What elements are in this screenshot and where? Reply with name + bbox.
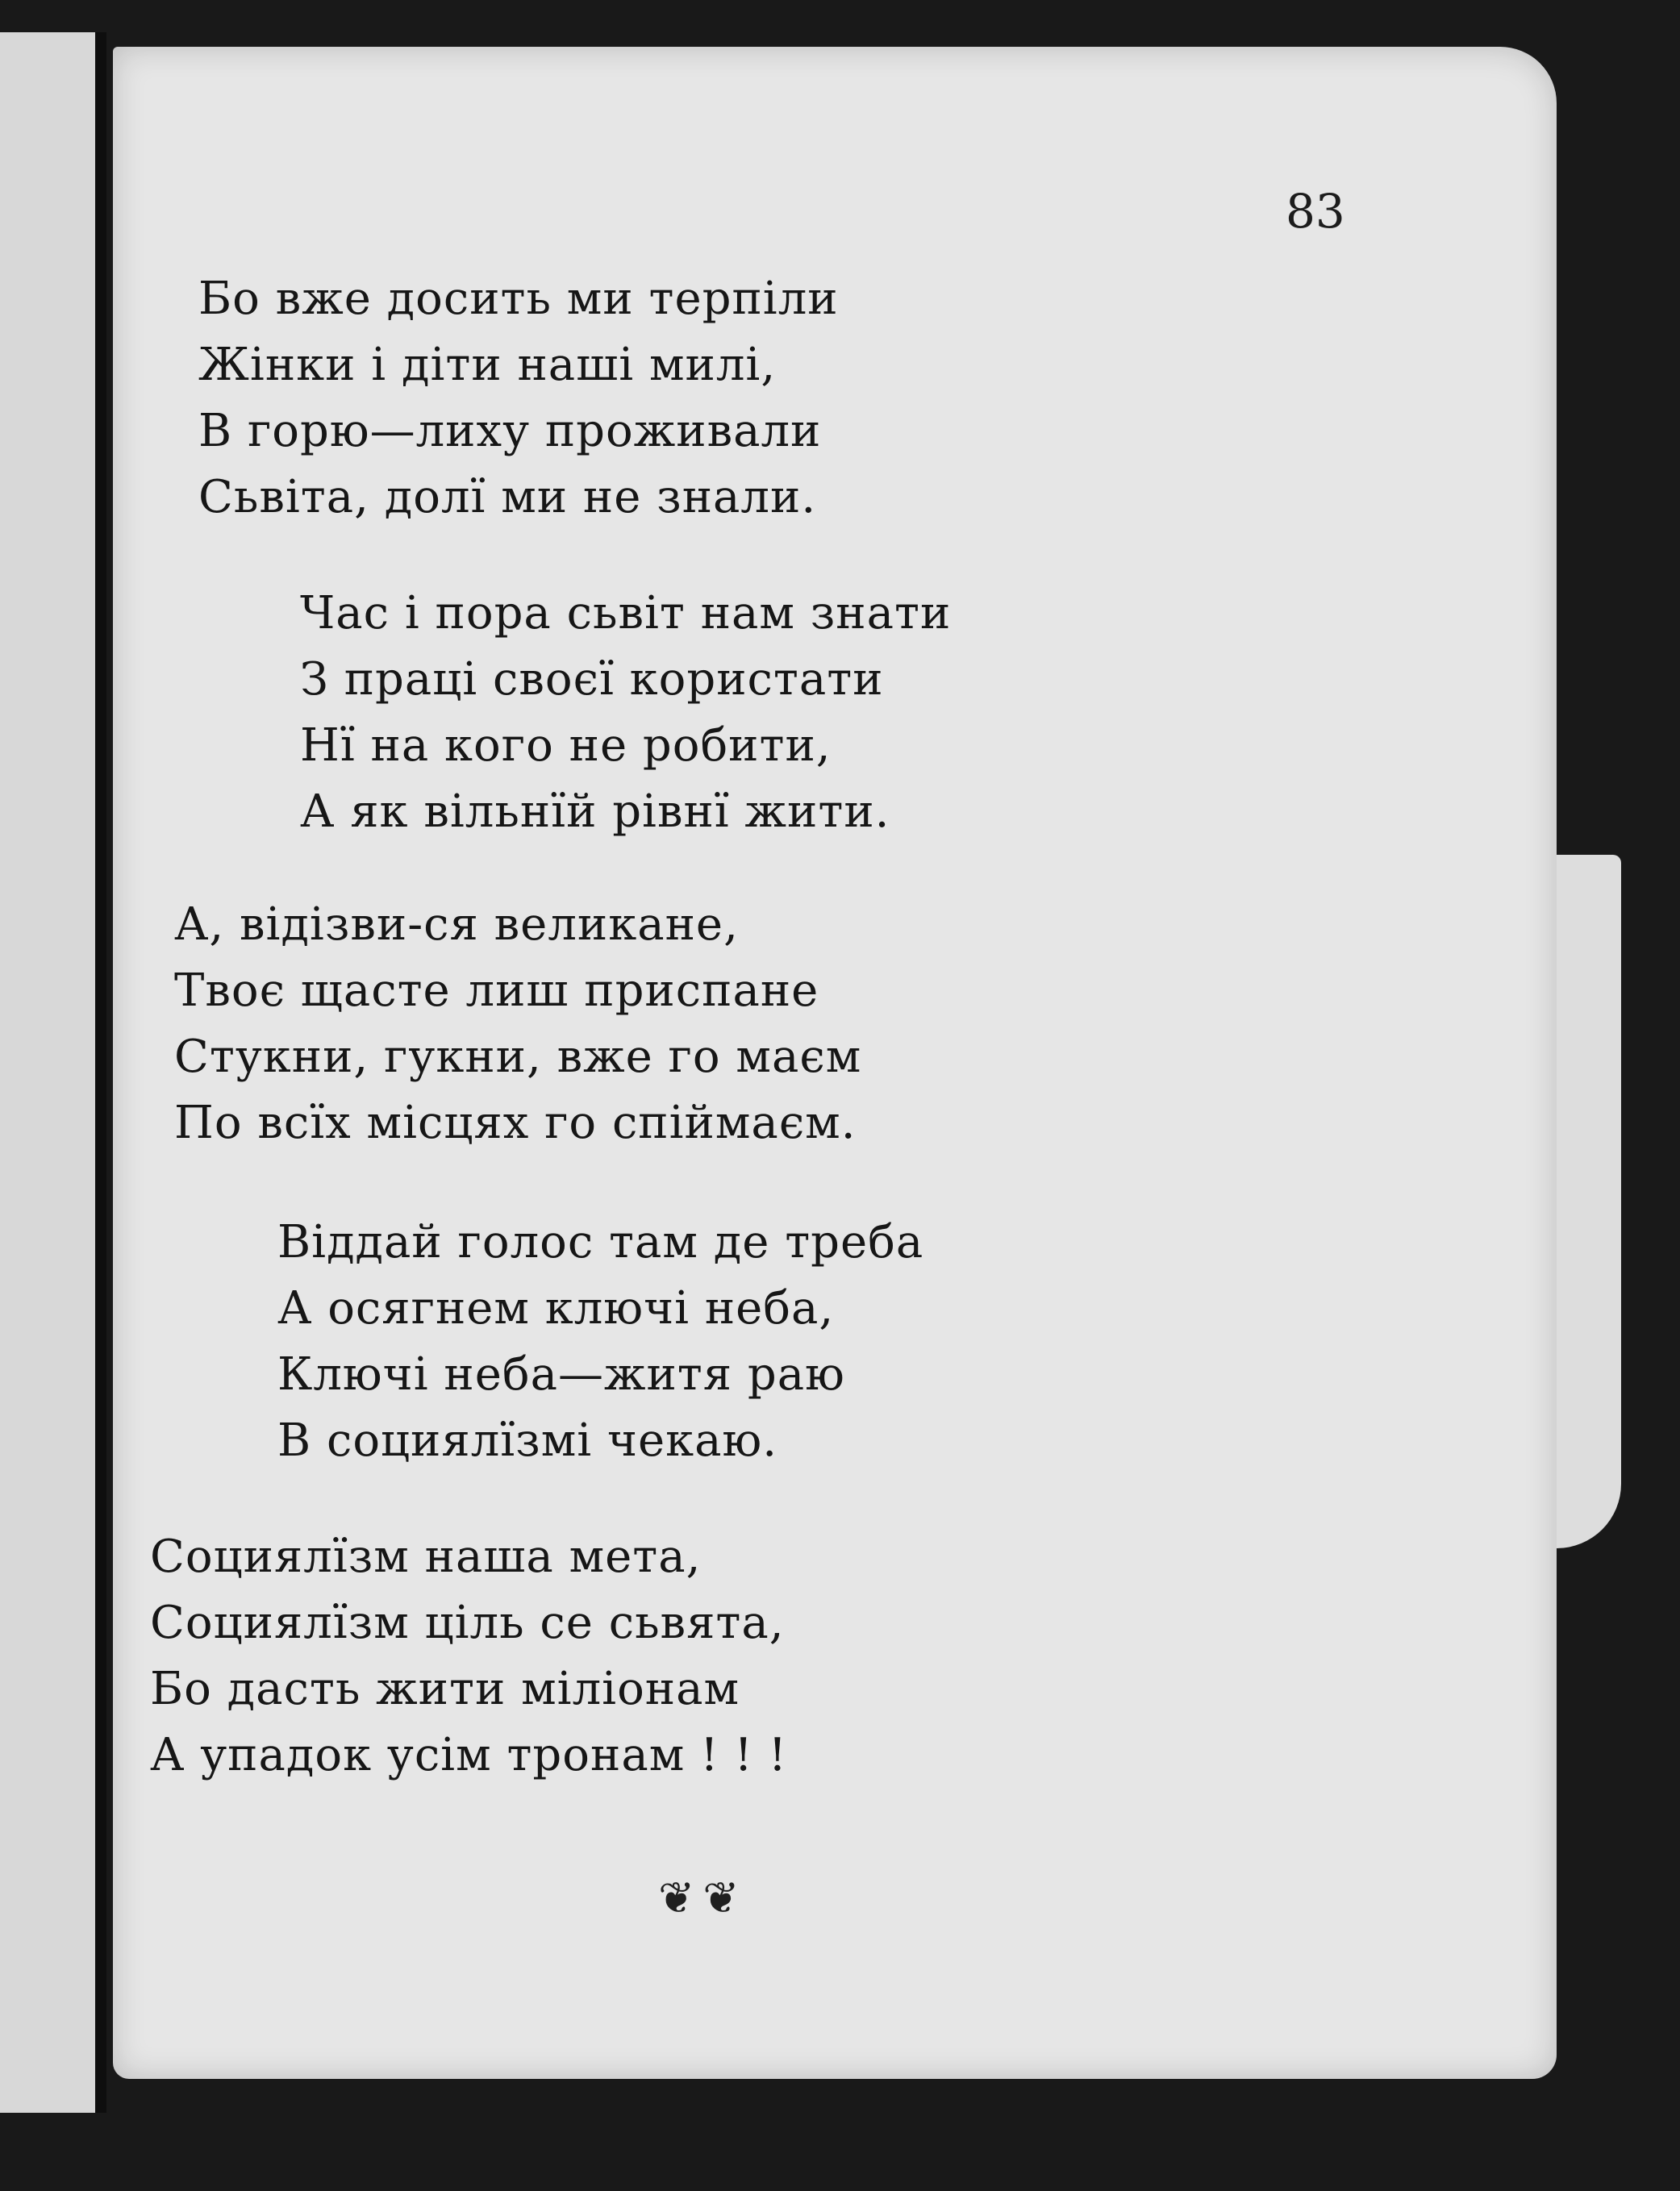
- verse-line: А упадок усім тронам ! ! !: [150, 1729, 788, 1781]
- verse-line: Социялїзм ціль се сьвята,: [150, 1597, 785, 1649]
- verse-line: Бо вже досить ми терпіли: [198, 273, 839, 325]
- verse-line: А як вільнїй рівнї жити.: [300, 785, 890, 838]
- verse-line: А осягнем ключі неба,: [277, 1282, 835, 1335]
- verse-line: Бо дасть жити міліонам: [150, 1663, 740, 1715]
- stanza: [198, 266, 839, 531]
- verse-line: Стукни, гукни, вже го маєм: [174, 1031, 862, 1083]
- page-number: 83: [1286, 184, 1345, 239]
- verse-line: По всїх місцях го спіймаєм.: [174, 1097, 857, 1149]
- verse-line: Социялїзм наша мета,: [150, 1531, 702, 1583]
- stanza: [300, 581, 951, 845]
- verse-line: З праці своєї користати: [300, 653, 884, 706]
- leaf-ornament-icon: ❦❦: [658, 1872, 748, 1923]
- stanza: [277, 1210, 923, 1474]
- left-page-edge: [0, 32, 106, 2113]
- verse-line: Нї на кого не робити,: [300, 719, 832, 772]
- verse-line: А, відізви-ся великане,: [174, 898, 739, 951]
- verse-line: Ключі неба—житя раю: [277, 1348, 845, 1401]
- verse-line: В социялїзмі чекаю.: [277, 1414, 778, 1467]
- verse-line: В горю—лиху проживали: [198, 405, 822, 457]
- stanza: [150, 1524, 787, 1789]
- verse-line: Жінки і діти наші милі,: [198, 339, 777, 391]
- verse-line: Сьвіта, долї ми не знали.: [198, 471, 817, 523]
- verse-line: Віддай голос там де треба: [277, 1216, 924, 1268]
- stanza: [174, 892, 861, 1156]
- verse-line: Твоє щасте лиш приспане: [174, 964, 819, 1017]
- verse-line: Час і пора сьвіт нам знати: [300, 587, 952, 639]
